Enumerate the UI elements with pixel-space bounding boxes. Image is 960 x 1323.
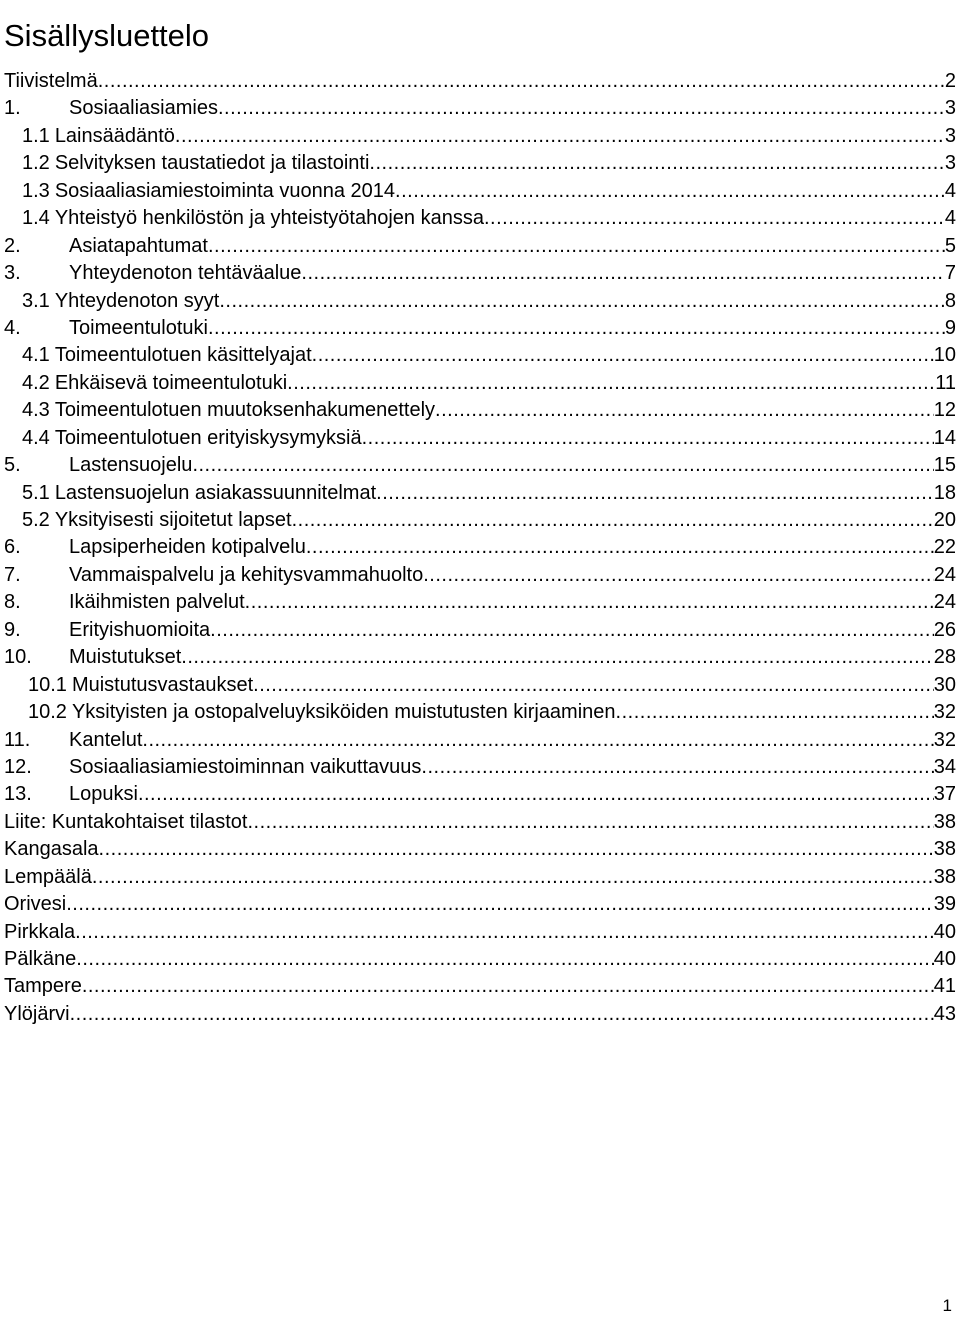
dot-leader [175, 123, 945, 150]
toc-entry-number: 3. [4, 262, 21, 285]
toc-entry[interactable] [4, 699, 960, 726]
toc-entry-page: 38 [933, 838, 956, 861]
toc-entry[interactable] [4, 260, 960, 287]
toc-entry-number: 5. [4, 454, 21, 477]
toc-entry-label: Sosiaaliasiamiestoiminnan vaikuttavuus [69, 755, 422, 778]
toc-entry[interactable] [4, 95, 960, 122]
toc-entry[interactable] [4, 507, 960, 534]
toc-entry-page: 2 [944, 70, 956, 92]
dot-leader [376, 480, 934, 507]
dot-leader [247, 809, 933, 836]
toc-entry[interactable] [4, 562, 960, 589]
toc-entry-label: Yhteydenoton tehtäväalue [69, 262, 302, 285]
toc-entry-page: 40 [933, 920, 956, 943]
toc-entry-number: 1.2 [22, 152, 50, 175]
dot-leader [423, 562, 934, 589]
toc-entry-label: Kantelut [69, 728, 143, 751]
dot-leader [306, 534, 934, 561]
toc-entry-page: 37 [933, 783, 956, 806]
toc-entry-label: Muistutukset [69, 646, 182, 669]
toc-entry-page: 43 [933, 1002, 956, 1025]
toc-entry-page: 40 [933, 948, 956, 970]
toc-entry-page: 12 [933, 399, 956, 422]
toc-entry[interactable] [4, 68, 960, 95]
toc-entry-page: 41 [933, 975, 956, 998]
toc-entry-page: 9 [944, 316, 956, 339]
toc-entry-number: 10.2 [28, 701, 67, 724]
toc-entry-number: 9. [4, 618, 21, 641]
toc-entry-label: Yksityisten ja ostopalveluyksiköiden muistutusten kirjaaminen [71, 701, 616, 724]
toc-entry-page: 30 [933, 673, 956, 696]
toc-entry[interactable] [4, 534, 960, 561]
toc-entry-page: 3 [944, 152, 956, 175]
toc-entry-label: Toimeentulotuki [69, 316, 208, 339]
dot-leader [287, 370, 935, 397]
dot-leader [312, 342, 934, 369]
dot-leader [66, 891, 934, 918]
toc-entry-label: Sosiaaliasiamiestoiminta vuonna 2014 [54, 179, 396, 202]
toc-entry-page: 22 [933, 536, 956, 559]
toc-entry-label: Lastensuojelu [69, 454, 193, 477]
toc-entry-page: 28 [933, 646, 956, 669]
page-number: 1 [942, 1296, 952, 1315]
toc-entry-page: 20 [933, 509, 956, 531]
dot-leader [210, 617, 934, 644]
toc-entry-label: Orivesi [4, 893, 67, 916]
table-of-contents [4, 68, 960, 1028]
dot-leader [292, 507, 934, 534]
toc-entry-label: Yhteistyö henkilöstön ja yhteistyötahojen kanssa [54, 207, 484, 230]
dot-leader [208, 315, 945, 342]
toc-entry-label: Toimeentulotuen käsittelyajat [54, 344, 312, 367]
toc-entry-page: 3 [944, 97, 956, 120]
dot-leader [181, 644, 933, 671]
toc-entry-page: 38 [933, 810, 956, 833]
toc-entry[interactable] [4, 1001, 960, 1028]
toc-entry[interactable] [4, 150, 960, 177]
toc-entry-label: Pälkäne [4, 948, 77, 970]
toc-entry[interactable] [4, 397, 960, 424]
toc-entry-page: 4 [944, 207, 956, 230]
toc-entry-number: 4. [4, 316, 21, 339]
toc-entry-label: Lapsiperheiden kotipalvelu [69, 536, 306, 559]
toc-entry[interactable] [4, 425, 960, 452]
toc-entry[interactable] [4, 644, 960, 671]
toc-entry-number: 1.1 [22, 124, 50, 147]
dot-leader [208, 233, 945, 260]
toc-entry-number: 11. [4, 728, 31, 751]
toc-entry-number: 4.2 [22, 371, 50, 394]
dot-leader [99, 836, 934, 863]
toc-entry-number: 1.4 [22, 207, 50, 230]
dot-leader [92, 864, 934, 891]
dot-leader [70, 1001, 934, 1028]
toc-entry-page: 32 [933, 701, 956, 724]
dot-leader [245, 589, 934, 616]
toc-entry[interactable] [4, 973, 960, 1000]
toc-entry-page: 18 [933, 481, 956, 504]
toc-entry-label: Kangasala [4, 838, 99, 861]
toc-entry-number: 4.1 [22, 344, 50, 367]
toc-entry[interactable] [4, 233, 960, 260]
toc-entry-page: 26 [933, 618, 956, 641]
toc-entry-number: 12. [4, 755, 32, 778]
toc-entry[interactable] [4, 672, 960, 699]
toc-entry-page: 7 [944, 262, 956, 285]
toc-entry-label: Toimeentulotuen muutoksenhakumenettely [54, 399, 436, 422]
toc-entry-label: Lainsäädäntö [54, 124, 175, 147]
toc-entry-page: 15 [933, 454, 956, 477]
page-title: Sisällysluettelo [4, 17, 210, 53]
toc-entry-label: Ylöjärvi [4, 1002, 70, 1025]
toc-entry-number: 6. [4, 536, 21, 559]
dot-leader [76, 946, 933, 973]
toc-entry-label: Ehkäisevä toimeentulotuki [54, 371, 288, 394]
toc-entry-number: 2. [4, 234, 21, 257]
toc-entry-label: Muistutusvastaukset [71, 673, 254, 696]
toc-entry[interactable] [4, 617, 960, 644]
toc-entry[interactable] [4, 946, 960, 973]
dot-leader [362, 425, 934, 452]
toc-entry[interactable] [4, 727, 960, 754]
dot-leader [98, 68, 945, 95]
dot-leader [369, 150, 944, 177]
toc-entry-number: 10.1 [28, 673, 67, 696]
toc-entry-number: 8. [4, 591, 21, 614]
dot-leader [484, 205, 945, 232]
toc-entry-number: 4.3 [22, 399, 50, 422]
dot-leader [421, 754, 933, 781]
toc-entry[interactable] [4, 178, 960, 205]
dot-leader [616, 699, 934, 726]
toc-entry-page: 32 [933, 728, 956, 751]
dot-leader [219, 288, 945, 315]
toc-entry-page: 39 [933, 893, 956, 916]
toc-entry[interactable] [4, 809, 960, 836]
dot-leader [435, 397, 934, 424]
toc-entry-label: Sosiaaliasiamies [69, 97, 218, 120]
toc-entry-label: Lastensuojelun asiakassuunnitelmat [54, 481, 377, 504]
toc-entry[interactable] [4, 205, 960, 232]
toc-entry[interactable] [4, 754, 960, 781]
toc-entry-label: Pirkkala [4, 920, 76, 943]
toc-entry-number: 10. [4, 646, 32, 669]
dot-leader [75, 919, 934, 946]
toc-entry-page: 24 [933, 591, 956, 614]
toc-entry-page: 38 [933, 865, 956, 888]
toc-entry[interactable] [4, 919, 960, 946]
toc-entry-page: 5 [944, 234, 956, 257]
toc-entry[interactable] [4, 123, 960, 150]
toc-entry-label: Lempäälä [4, 865, 92, 888]
dot-leader [82, 973, 934, 1000]
dot-leader [138, 781, 934, 808]
toc-entry[interactable] [4, 288, 960, 315]
toc-entry[interactable] [4, 315, 960, 342]
toc-entry-page: 8 [944, 289, 956, 312]
toc-entry-label: Lopuksi [69, 783, 138, 806]
toc-entry-label: Yhteydenoton syyt [54, 289, 220, 312]
toc-entry-label: Asiatapahtumat [69, 234, 208, 257]
toc-entry-label: Tampere [4, 975, 82, 998]
toc-entry[interactable] [4, 781, 960, 808]
toc-entry-number: 3.1 [22, 289, 50, 312]
toc-entry[interactable] [4, 836, 960, 863]
toc-entry-page: 4 [944, 179, 956, 202]
toc-entry[interactable] [4, 370, 960, 397]
toc-entry-label: Vammaispalvelu ja kehitysvammahuolto [69, 563, 424, 586]
toc-entry[interactable] [4, 342, 960, 369]
toc-entry-page: 11 [935, 371, 956, 394]
toc-entry[interactable] [4, 452, 960, 479]
toc-entry-number: 4.4 [22, 426, 50, 449]
toc-entry-page: 10 [933, 344, 956, 367]
dot-leader [218, 95, 945, 122]
toc-entry-label: Toimeentulotuen erityiskysymyksiä [54, 426, 362, 449]
toc-entry-page: 14 [933, 426, 956, 449]
toc-entry-page: 34 [933, 755, 956, 778]
toc-entry-label: Tiivistelmä [4, 70, 98, 92]
toc-entry[interactable] [4, 589, 960, 616]
toc-entry-number: 1. [4, 97, 21, 120]
toc-entry-number: 1.3 [22, 179, 50, 202]
toc-entry-number: 13. [4, 783, 32, 806]
toc-entry-label: Selvityksen taustatiedot ja tilastointi [54, 152, 370, 175]
dot-leader [395, 178, 945, 205]
toc-entry-number: 5.1 [22, 481, 50, 504]
dot-leader [192, 452, 933, 479]
toc-entry-label: Ikäihmisten palvelut [69, 591, 245, 614]
toc-entry-page: 3 [944, 124, 956, 147]
toc-entry-label: Liite: Kuntakohtaiset tilastot [4, 810, 248, 833]
toc-entry[interactable] [4, 891, 960, 918]
toc-entry[interactable] [4, 480, 960, 507]
dot-leader [253, 672, 934, 699]
toc-entry-label: Yksityisesti sijoitetut lapset [54, 509, 292, 531]
toc-entry-number: 7. [4, 563, 21, 586]
toc-entry-number: 5.2 [22, 509, 50, 531]
toc-entry[interactable] [4, 864, 960, 891]
toc-entry-page: 24 [933, 563, 956, 586]
dot-leader [142, 727, 933, 754]
dot-leader [301, 260, 944, 287]
toc-entry-label: Erityishuomioita [69, 618, 211, 641]
